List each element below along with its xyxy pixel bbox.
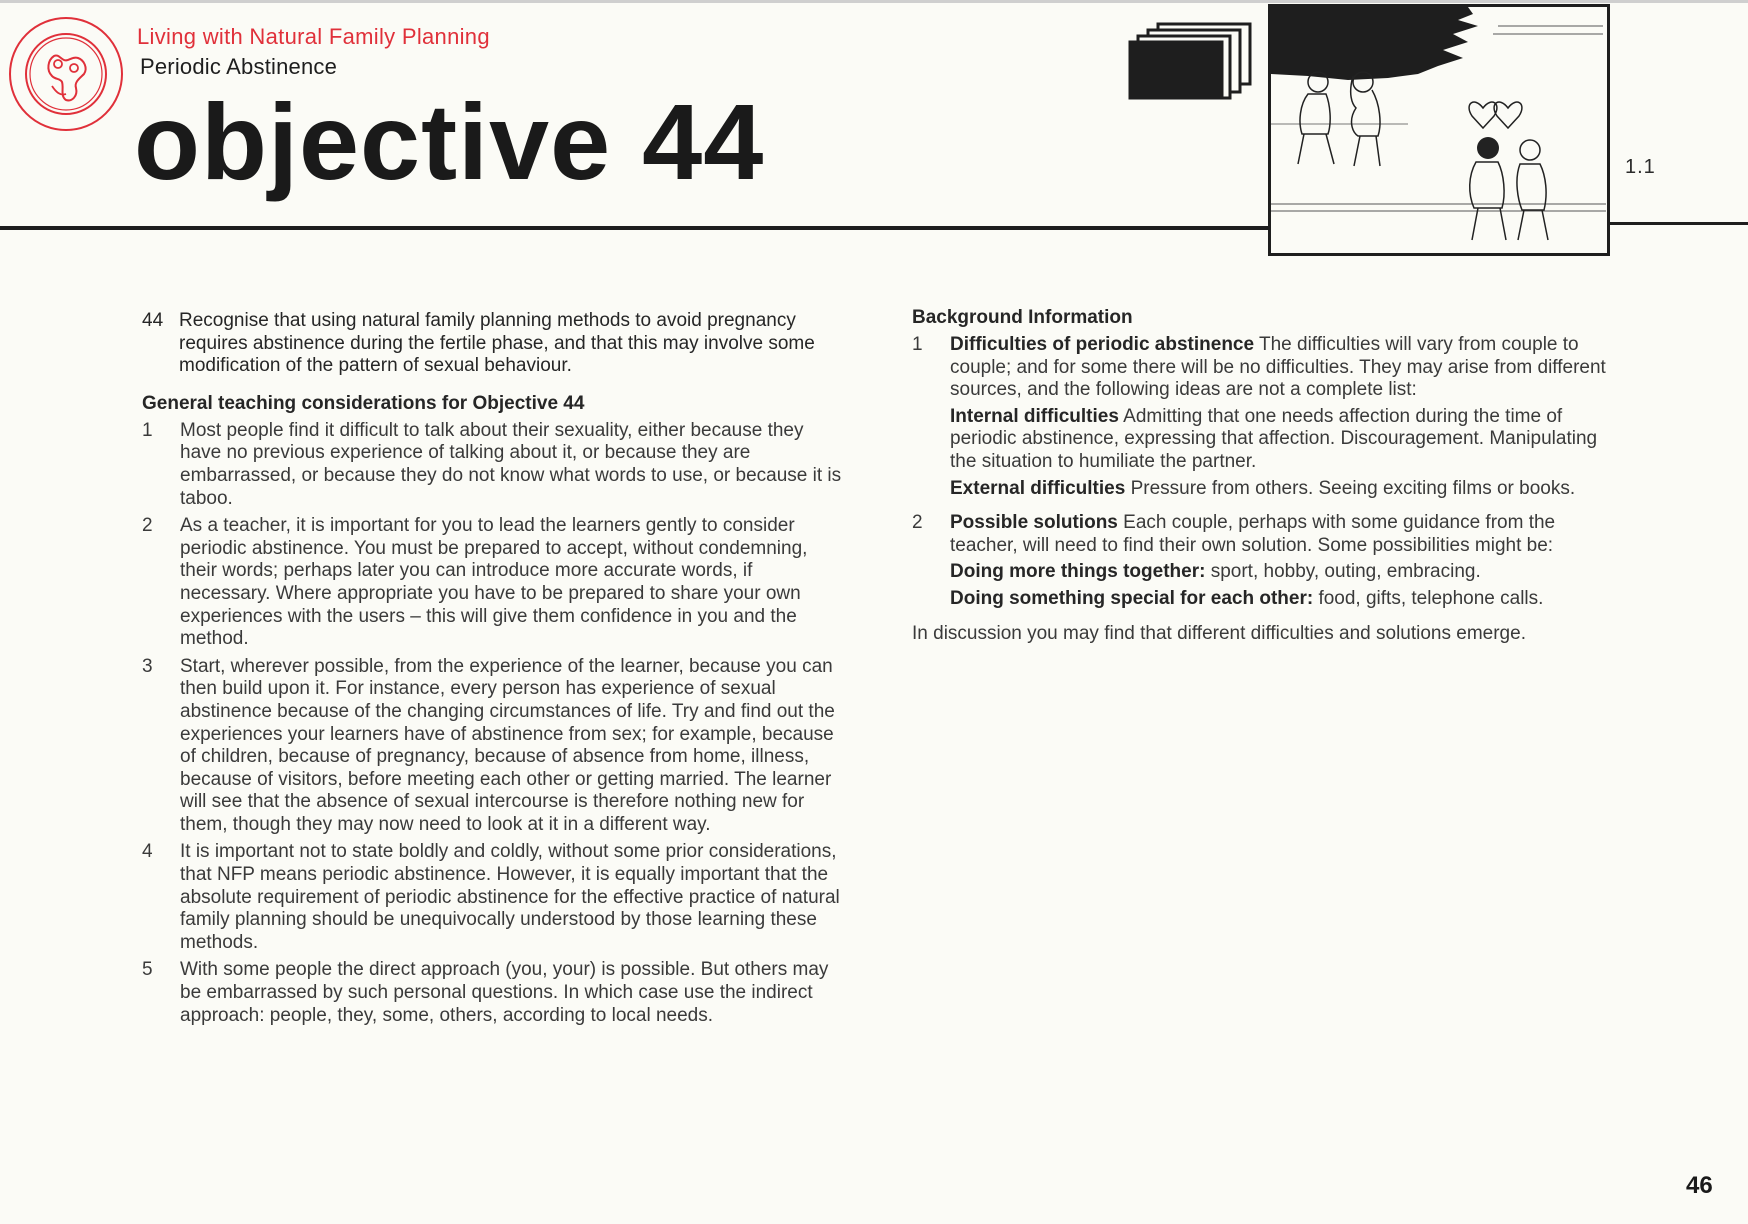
couple-illustration (1268, 4, 1610, 256)
item-number: 3 (142, 655, 153, 677)
sub-paragraph (950, 406, 1612, 474)
top-edge-line (0, 0, 1748, 3)
objective-heading: objective 44 (134, 81, 765, 202)
sub-heading: Doing something special for each other: (950, 587, 1314, 609)
sub-paragraph (950, 588, 1612, 611)
background-item (912, 512, 1612, 610)
page-number: 46 (1686, 1172, 1713, 1199)
list-item (142, 420, 842, 510)
left-column (142, 310, 842, 1032)
teaching-considerations-heading: General teaching considerations for Objective 44 (142, 392, 585, 414)
item-number: 1 (912, 334, 923, 355)
item-number: 5 (142, 959, 153, 981)
item-text: The difficulties will vary from couple to couple; and for some there will be no difficulties. They may arise from different sources, and the following ideas are not a complete list: (950, 334, 1606, 401)
item-number: 2 (912, 512, 923, 534)
sub-heading: Internal difficulties (950, 405, 1119, 427)
module-title: Periodic Abstinence (140, 54, 338, 79)
sub-text: food, gifts, telephone calls. (1318, 587, 1544, 609)
sub-text: Pressure from others. Seeing exciting films or books. (1130, 477, 1576, 499)
item-text: Most people find it difficult to talk about their sexuality, either because they have no previous experience of talking about it, or because they are embarrassed, or because they do not know what words to use, or because it is taboo. (180, 419, 842, 509)
sub-heading: Doing more things together: (950, 561, 1206, 583)
section-reference: 1.1 (1625, 156, 1656, 178)
right-column (912, 306, 1612, 645)
objective-text: Recognise that using natural family planning methods to avoid pregnancy requires abstinence during the fertile phase, and that this may involve some modification of the pattern of sexual behaviour. (179, 310, 815, 377)
background-heading: Background Information (912, 307, 1133, 328)
item-number: 2 (142, 515, 153, 537)
list-item (142, 515, 842, 651)
list-item (142, 959, 842, 1027)
sub-paragraph (950, 478, 1612, 501)
objective-statement (142, 310, 842, 378)
list-item (142, 841, 842, 954)
item-number: 1 (142, 419, 153, 441)
header-rule-right (1608, 222, 1748, 225)
header-rule (0, 226, 1270, 230)
sub-paragraph (950, 561, 1612, 584)
stacked-pages-icon (1128, 22, 1252, 100)
background-item (912, 334, 1612, 500)
closing-note: In discussion you may find that different difficulties and solutions emerge. (912, 622, 1526, 644)
item-heading: Possible solutions (950, 512, 1118, 534)
sub-heading: External difficulties (950, 477, 1126, 499)
sub-text: Admitting that one needs affection during the time of periodic abstinence, expressing that affection. Discouragement. Manipulating the situation to humiliate the partner. (950, 405, 1598, 472)
objective-number: 44 (142, 310, 164, 331)
logo-icon (8, 16, 124, 132)
item-text: It is important not to state boldly and coldly, without some prior considerations, that NFP means periodic abstinence. However, it is equally important that the absolute requirement of periodic abstinence for the effective practice of natural family planning should be unequivocally understood by those learning these methods. (180, 841, 840, 953)
item-heading: Difficulties of periodic abstinence (950, 334, 1255, 355)
item-text: Each couple, perhaps with some guidance from the teacher, will need to find their own solution. Some possibilities might be: (950, 512, 1556, 556)
sub-text: sport, hobby, outing, embracing. (1210, 561, 1481, 583)
item-text: As a teacher, it is important for you to lead the learners gently to consider periodic abstinence. You must be prepared to accept, without condemning, their words; perhaps later you can introduce more accurate words, if necessary. Where appropriate you have to be prepared to share your own experiences with the users – this will give them confidence in you and the method. (180, 515, 808, 650)
item-text: With some people the direct approach (you, your) is possible. But others may be embarrassed by such personal questions. In which case use the indirect approach: people, they, some, others, according to local needs. (180, 959, 829, 1026)
item-text: Start, wherever possible, from the experience of the learner, because you can then build upon it. For instance, every person has experience of sexual abstinence because of the changing circumstances of life. Try and find out the experiences your learners have of abstinence from sex; for example, because of children, because of pregnancy, because of absence from home, illness, because of visitors, before meeting each other or getting married. The learner will see that the absence of sexual intercourse is therefore nothing new for them, though they may now need to look at it in a different way. (180, 655, 835, 835)
series-title: Living with Natural Family Planning (137, 24, 490, 49)
item-number: 4 (142, 841, 153, 863)
list-item (142, 656, 842, 837)
